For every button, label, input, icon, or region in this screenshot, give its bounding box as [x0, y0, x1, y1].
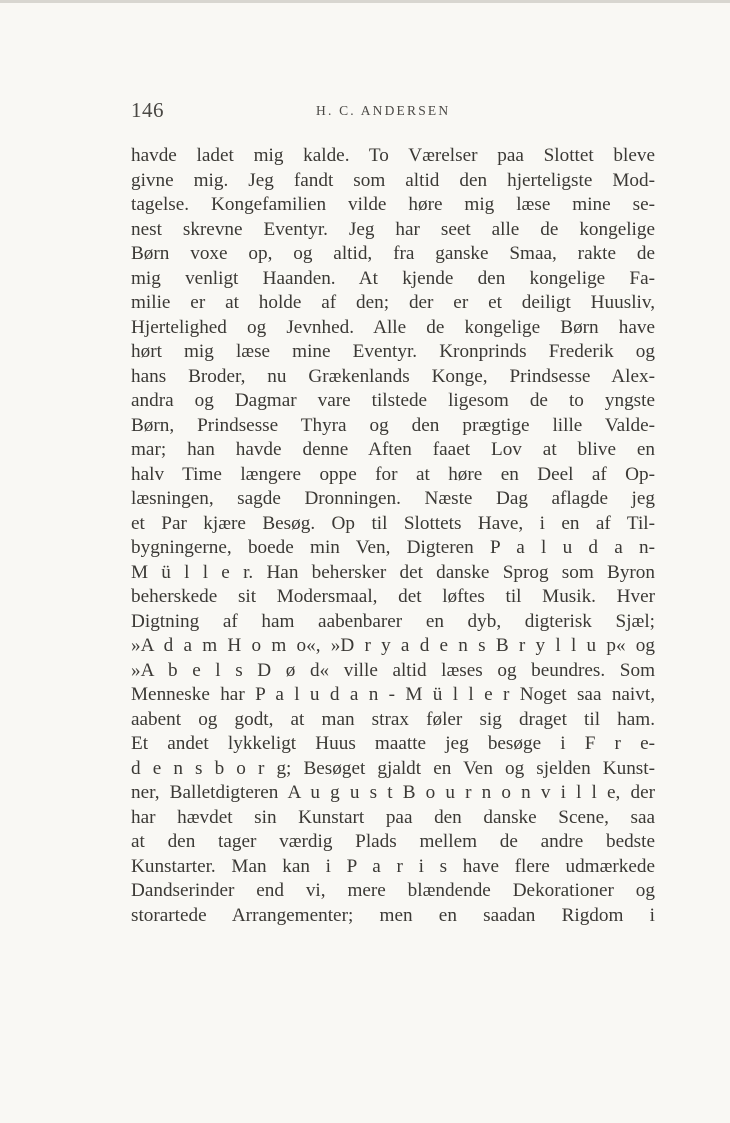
text-line: Dandserinder end vi, mere blændende Dekorationer og [131, 880, 655, 901]
text-line: at den tager værdig Plads mellem de andre bedste [131, 831, 655, 852]
text-line: nest skrevne Eventyr. Jeg har seet alle de kongelige [131, 218, 655, 240]
page-top-edge [0, 0, 730, 3]
text-line: bygningerne, boede min Ven, Digteren P a l u d a n- [131, 537, 655, 558]
text-line: hørt mig læse mine Eventyr. Kronprinds Frederik og [131, 341, 655, 362]
body-text [131, 144, 655, 928]
text-line: »A b e l s D ø d« ville altid læses og beundres. Som [131, 659, 655, 681]
text-line: Menneske har P a l u d a n - M ü l l e r Noget saa naivt, [131, 684, 655, 705]
text-line: halv Time længere oppe for at høre en Deel af Op- [131, 463, 655, 485]
text-line: givne mig. Jeg fandt som altid den hjerteligste Mod- [131, 169, 655, 191]
text-line: d e n s b o r g; Besøget gjaldt en Ven og sjelden Kunst- [131, 757, 655, 779]
text-line: M ü l l e r. Han behersker det danske Sprog som Byron [131, 561, 655, 583]
text-line: har hævdet sin Kunstart paa den danske Scene, saa [131, 806, 655, 828]
text-line: storartede Arrangementer; men en saadan Rigdom i [131, 904, 655, 926]
text-line: Et andet lykkeligt Huus maatte jeg besøge i F r e- [131, 733, 655, 754]
text-line: mig venligt Haanden. At kjende den kongelige Fa- [131, 267, 655, 289]
page-header [131, 98, 655, 126]
text-line: hans Broder, nu Grækenlands Konge, Prindsesse Alex- [131, 365, 655, 387]
text-line: Digtning af ham aabenbarer en dyb, digterisk Sjæl; [131, 610, 655, 632]
text-line: havde ladet mig kalde. To Værelser paa Slottet bleve [131, 145, 655, 166]
running-head: H. C. ANDERSEN [316, 103, 451, 118]
text-line: »A d a m H o m o«, »D r y a d e n s B r y l l u p« og [131, 635, 655, 656]
text-line: et Par kjære Besøg. Op til Slottets Have, i en af Til- [131, 512, 655, 534]
text-line: Børn, Prindsesse Thyra og den prægtige lille Valde- [131, 414, 655, 436]
page-number: 146 [131, 98, 164, 122]
text-line: mar; han havde denne Aften faaet Lov at blive en [131, 439, 655, 460]
text-line: andra og Dagmar vare tilstede ligesom de to yngste [131, 390, 655, 411]
text-line: aabent og godt, at man strax føler sig draget til ham. [131, 708, 655, 730]
text-line: ner, Balletdigteren A u g u s t B o u r n o n v i l l e, der [131, 782, 655, 803]
text-line: Hjertelighed og Jevnhed. Alle de kongelige Børn have [131, 316, 655, 338]
text-line: Kunstarter. Man kan i P a r i s have flere udmærkede [131, 855, 655, 877]
text-line: milie er at holde af den; der er et deiligt Huusliv, [131, 292, 655, 313]
text-line: Børn voxe op, og altid, fra ganske Smaa, rakte de [131, 243, 655, 264]
text-line: læsningen, sagde Dronningen. Næste Dag aflagde jeg [131, 488, 655, 509]
text-line: tagelse. Kongefamilien vilde høre mig læse mine se- [131, 194, 655, 215]
text-line: beherskede sit Modersmaal, det løftes til Musik. Hver [131, 586, 655, 607]
